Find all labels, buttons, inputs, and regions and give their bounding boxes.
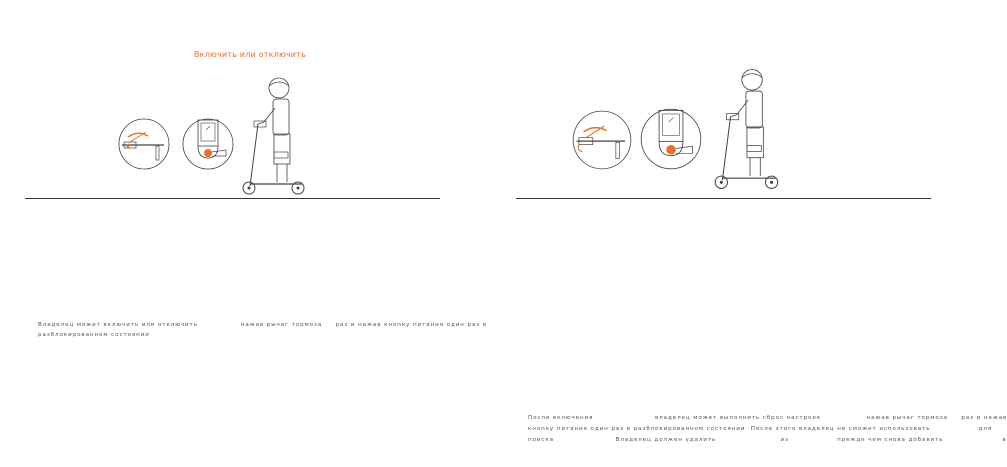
power-button-icon xyxy=(204,149,212,157)
power-button-illustration xyxy=(182,118,234,170)
power-button-icon-right xyxy=(666,145,676,155)
left-paragraph-line-1: Владелец может включить или отключить нажав рычаг тормоза раз и нажав кнопку питания один раз в xyxy=(38,322,488,328)
left-page-title: Включить или отключить xyxy=(193,50,306,59)
right-paragraph-line-1: После включения владелец может выполнить сброс настроек нажав рычаг тормоза раз и нажав xyxy=(528,415,1007,421)
right-paragraph-line-3: поиска Владелец должен удалить из прежде чем снова добавить в xyxy=(528,437,1007,443)
power-button-circle xyxy=(183,119,233,169)
brake-lever-illustration xyxy=(118,118,170,170)
brake-lever-circle-right xyxy=(573,111,631,169)
right-paragraph-line-2: кнопку питания один раз в разблокированном состоянии После этого владелец не сможет использовать для xyxy=(528,426,993,432)
rider-scooter-illustration-right xyxy=(708,62,790,197)
left-ground-line xyxy=(25,198,440,199)
right-page-paragraph xyxy=(528,413,1007,446)
right-ground-line xyxy=(516,198,931,199)
rider-scooter-illustration xyxy=(236,74,316,199)
brake-lever-circle xyxy=(119,119,169,169)
left-page-paragraph xyxy=(38,320,487,340)
power-button-illustration-right xyxy=(640,108,702,170)
brake-lever-illustration-right xyxy=(572,110,632,170)
left-paragraph-line-2: разблокированном состоянии xyxy=(38,332,150,338)
power-button-circle-right xyxy=(641,109,701,169)
